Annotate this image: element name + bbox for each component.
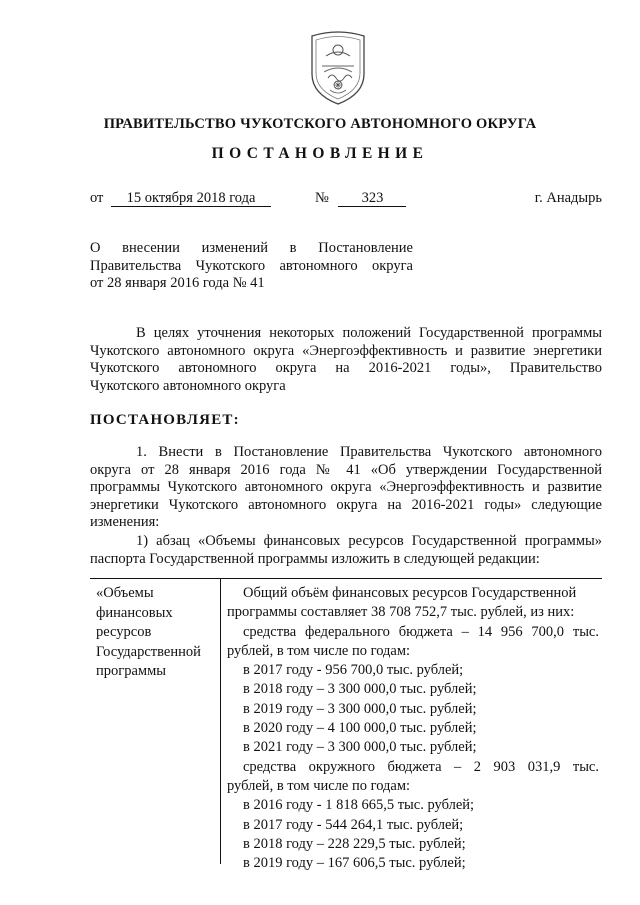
right-cell-line: в 2016 году - 1 818 665,5 тыс. рублей; (243, 797, 475, 814)
number-label (315, 190, 406, 207)
preamble-line: Чукотского автономного округа на 2016-2021 годы», Правительство (90, 360, 602, 376)
subitem-line: 1) абзац «Объемы финансовых ресурсов Государственной программы» (136, 533, 602, 549)
right-cell-line: рублей, в том числе по годам: (227, 642, 411, 659)
decree-date: 15 октября 2018 года (111, 190, 271, 207)
number-sign: № (315, 190, 329, 206)
right-cell-line: в 2018 году – 228 229,5 тыс. рублей; (243, 835, 466, 852)
date-label (90, 190, 271, 207)
right-cell-line: в 2021 году – 3 300 000,0 тыс. рублей; (243, 739, 477, 756)
item-line: округа от 28 января 2016 года № 41 «Об утверждении Государственной (90, 461, 602, 478)
right-cell-line: в 2018 году – 3 300 000,0 тыс. рублей; (243, 681, 477, 698)
table-column-divider (220, 578, 221, 864)
subitem-1-paragraph (90, 533, 602, 568)
item-line: программы Чукотского автономного округа «Энергоэффективность и развитие (90, 479, 602, 495)
preamble-line: Чукотского автономного округа (90, 377, 286, 394)
table-right-cell (227, 584, 599, 873)
item-line: энергетики Чукотского автономного округа на 2016-2021 годы» следующие (90, 496, 602, 513)
preamble-paragraph (90, 325, 602, 395)
left-cell-line: «Объемы (96, 585, 154, 601)
left-cell-line: Государственной (96, 643, 201, 660)
left-cell-line: программы (96, 663, 166, 679)
right-cell-line: средства федерального бюджета – 14 956 700,0 тыс. (243, 623, 599, 640)
decree-number: 323 (338, 190, 406, 207)
city: г. Анадырь (534, 190, 602, 206)
right-cell-line: Общий объём финансовых ресурсов Государственной (243, 585, 577, 601)
subject-block (90, 240, 413, 293)
table-left-cell (96, 584, 218, 682)
subject-line: Правительства Чукотского автономного округа (90, 257, 413, 274)
resolve-heading: ПОСТАНОВЛЯЕТ: (90, 412, 240, 428)
right-cell-line: в 2017 году - 956 700,0 тыс. рублей; (243, 662, 464, 679)
right-cell-line: в 2019 году – 3 300 000,0 тыс. рублей; (243, 700, 477, 717)
financing-table (90, 578, 602, 872)
table-top-border (90, 578, 602, 579)
right-cell-line: в 2017 году - 544 264,1 тыс. рублей; (243, 816, 464, 833)
subitem-line: паспорта Государственной программы изложить в следующей редакции: (90, 550, 540, 567)
item-line: 1. Внести в Постановление Правительства Чукотского автономного (136, 444, 602, 460)
preamble-line: В целях уточнения некоторых положений Государственной программы (136, 325, 602, 341)
right-cell-line: в 2020 году – 4 100 000,0 тыс. рублей; (243, 720, 477, 737)
from-prefix: от (90, 190, 104, 206)
subject-line: от 28 января 2016 года № 41 (90, 275, 265, 291)
right-cell-line: средства окружного бюджета – 2 903 031,9 тыс. (243, 758, 599, 775)
right-cell-line: программы составляет 38 708 752,7 тыс. рублей, из них: (227, 604, 575, 621)
item-line: изменения: (90, 514, 160, 530)
left-cell-line: финансовых (96, 604, 173, 621)
item-1-paragraph (90, 444, 602, 532)
government-title: ПРАВИТЕЛЬСТВО ЧУКОТСКОГО АВТОНОМНОГО ОКРУГА (103, 116, 537, 132)
coat-of-arms-emblem-icon (302, 26, 374, 106)
left-cell-line: ресурсов (96, 624, 152, 640)
document-type-title: ПОСТАНОВЛЕНИЕ (211, 145, 429, 162)
subject-line: О внесении изменений в Постановление (90, 240, 413, 256)
right-cell-line: рублей, в том числе по годам: (227, 777, 411, 794)
preamble-line: Чукотского автономного округа «Энергоэффективность и развитие энергетики (90, 342, 602, 359)
right-cell-line: в 2019 году – 167 606,5 тыс. рублей; (243, 855, 466, 872)
